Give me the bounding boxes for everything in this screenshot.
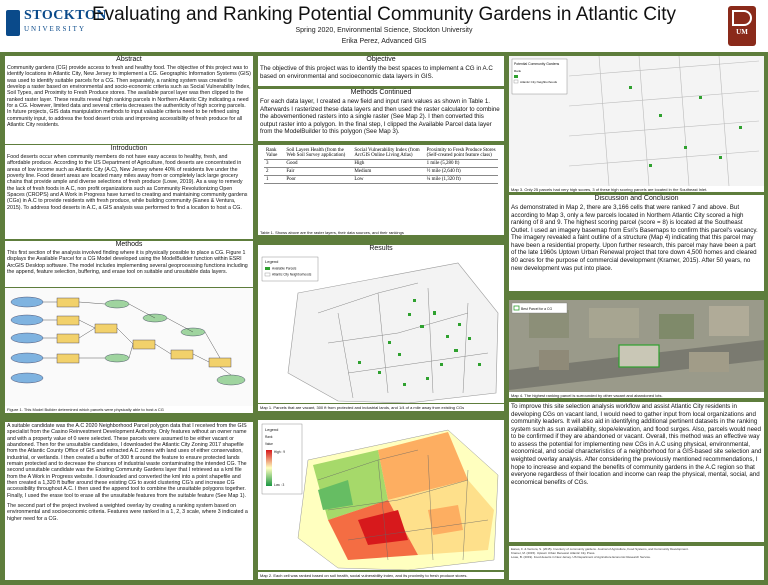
methods-panel-2: [5, 422, 253, 580]
methods-text-2: A suitable candidate was the A.C 2020 Neighborhood Parcel polygon data that I received from the GIS specialist from the Casino Reinvestment Development Authority. Only features without an owner name and with a property value of 0 were selected. These parcels were assumed to be either vacant or abandoned. Then for the unsuitable candidates, I downloaded the Atlantic City Zoning 2017 shapefile from the Atlantic County Office of GIS and extracted A.C zones with land uses of either conservation, industrial, or wetlands. I then created a buffer of 300 ft around the feature to ensure protected lands remain protected and to decrease the chances of industrial waste contaminating the intended CG. The second unsuitable candidate was the Existing Community Gardens layer that I retrieved as a kml file from the A Work in Progress website. I downloaded and converted the kml into a point shapefile and then created a 1,320 ft buffer around these existing CG to avoid clustering CG's and increase CG accessibility throughout A.C. I then used the append tool to combine the unsuitable polygons together. Finally, I used the erase tool to erase all the unsuitable features from the suitable feature (See Map 1).: [7, 423, 247, 499]
reference-item: Lowe, B. (2019). Food deserts in New Jersey. US Department of Agriculture Economic Research Service.: [511, 554, 651, 559]
conclusion-text: To improve this site selection analysis workflow and assist Atlantic City residents in developing CGs on vacant land, I would need to gather input from local organizations and community leaders. It will also aid in identifying additional pertinent datasets in the ranking system such as sun availability, slope/elevation, and flood surges. Also, parcels would need to be confirmed if they are abandoned or vacant. Overall, this method was an effective way to assess the potential for implementing new CGs in A.C using physical, environmental, economical, and social characteristics of a neighborhood for a GIS-based site selection and weighted overlay analysis. After considering the previously mentioned recommendations, I hope to increase and expand the benefits of community gardens in the A.C region so that everyone regardless of their location and income can reap the physical, mental, social, and economical benefits of CGs.: [511, 403, 762, 486]
table-header-cell: Social Vulnerability Index (from ArcGIS Online Living Atlas): [352, 147, 424, 160]
map-4-caption: Map 4. The highest ranking parcel is surrounded by other vacant and abandoned lots.: [509, 392, 764, 398]
methods-text: This first section of the analysis involved finding where it is physically possible to place a CG. Figure 1 displays the Available Parcel for a CG Model developed using the ModelBuilder function within ESRI ArcGIS Desktop software. The model includes implementing several geoprocessing functions including the append, feature selection, buffering, and erase tool on suitable and unsuitable data layers.: [7, 250, 248, 276]
introduction-text: Food deserts occur when community members do not have easy access to healthy, fresh, and affordable produce. According to the US Department of Agriculture, food deserts are concentrated in areas of low income such as Atlantic City (A.C), New Jersey where 40% of residents live under the poverty line. Food desert areas are located many miles away from or completely lack large grocery chains that provide ample and diverse selections of fresh produce (Lowe, 2019). As a way to remedy the lack of fresh foods in A.C, non profit organizations such as Community Revolutionizing Open Spaces (CROPS) and A Work in Progress have turned to creating and maintaining community gardens (CGs) in A.C to provide residents with fresh produce, while building community (Eanes & Ventura, 2015). To address food deserts in A.C, a GIS analysis was performed to find a location to host a CG.: [7, 154, 248, 211]
introduction-panel: [5, 153, 253, 239]
map-2-panel: [258, 420, 504, 570]
map-1-legend-title: Legend: [265, 259, 279, 264]
abstract-text: Community gardens (CG) provide access to fresh and healthy food. The objective of this project was to identify locations in Atlantic City, New Jersey to implement a CG. Geographic Information Systems (GIS) was used to identify suitable parcels for a CG. Then separately, a ranking system was created to develop a raster based on environmental and socio-economic criteria such as Social Vulnerability Index, Soil Types, and Proximity to Fresh Produce stores. The available parcel layer was then clipped to the ranked raster layer. These results reveal high ranking parcels in Northern Atlantic City indicating a need for a CG. However, limited data and several criteria decreases the authenticity of high scoring parcels. In future projects, GIS data manipulation methods to input valuable criteria need to be refined using community input, to address the food desert crisis and improving accessibility of fresh produce for all Atlantic City residents.: [7, 65, 251, 129]
objective-panel: [258, 64, 504, 86]
table-cell: Low: [352, 176, 424, 184]
um-logo: [728, 6, 756, 46]
reference-item: Eanes, F. & Ventura, S. (2015). Inventory of community gardens. Journal of Agriculture, Food Systems, and Community Development.: [511, 547, 689, 551]
methods-continued-heading: Methods Continued: [258, 89, 504, 97]
discussion-text: As demonstrated in Map 2, there are 3,166 cells that were ranked 7 and above. But according to Map 3, only a few parcels located in Northern Atlantic City scored a high ranking of 8 and 9. The highest scoring parcel (score = 8) is located at the Southeast Outlet. I used an imagery basemap from Esri's Basemaps to confirm this parcel's vacancy. The imagery revealed a faint outline of a structure (Map 4) indicating that this parcel may have been a residential property. Upon further research, this parcel may have been a part of the late 1960s Uptown Urban Renewal project that tore down 4,500 homes and cleared 80 acres for the purpose of commercial development (Kramer, 2015). After 50 years, no new development was put into place.: [511, 204, 758, 272]
poster-subtitle: Spring 2020, Environmental Science, Stockton University: [295, 27, 473, 34]
methods-panel: [5, 249, 253, 287]
map-2-legend-title: Legend: [265, 427, 279, 432]
methods-text-3: The second part of the project involved a weighted overlay by creating a ranking system based on environmental and socioeconomic criteria. Features were ranked in a 1, 2, 3 scale, where 3 indicated a higher need for a CG.: [7, 503, 248, 522]
table-cell: Medium: [352, 168, 424, 176]
poster-title: Evaluating and Ranking Potential Community Gardens in Atlantic City: [91, 4, 677, 25]
table-cell: 2: [264, 168, 284, 176]
map-4: [509, 300, 764, 392]
map-4-panel: [509, 300, 764, 392]
stockton-logo: [6, 8, 107, 38]
table-cell: ½ mile (2,640 ft): [425, 168, 498, 176]
table-cell: 1 mile (5,280 ft): [425, 160, 498, 168]
map-3-caption: Map 3. Only 25 parcels had very high scores, 3 of these high scoring parcels are located in the Southeast Inlet.: [509, 186, 764, 192]
um-logo-text: UM: [736, 28, 748, 36]
map-2: [258, 420, 504, 570]
model-builder-diagram: [5, 288, 253, 400]
table-row: [264, 168, 498, 176]
figure-1-caption: Figure 1. This Model Builder determined which parcels were physically able to host a CG: [5, 406, 253, 413]
table-header-cell: Proximity to Fresh Produce Stores (Self-created point feature class): [425, 147, 498, 160]
table-1-caption: Table 1. Shows above are the raster layers, their data sources, and their rankings: [258, 229, 504, 235]
introduction-heading: Introduction: [5, 145, 253, 153]
table-row: [264, 160, 498, 168]
table-header-cell: Soil Layers Health (from the Web Soil Survey application): [284, 147, 352, 160]
map-3-title: Potential Community Gardens: [514, 62, 560, 66]
reference-item: Kramer, M. (2015). Uptown Urban Renewal. Atlantic City Press.: [511, 550, 596, 555]
table-cell: Good: [284, 160, 352, 168]
map-1-panel: [258, 253, 504, 403]
discussion-panel: [509, 203, 764, 291]
results-heading: Results: [258, 245, 504, 253]
map-3-legend-item: Atlantic City Neighborhoods: [520, 80, 558, 84]
methods-continued-panel: [258, 97, 504, 141]
references-panel: [509, 546, 764, 580]
table-cell: 1: [264, 176, 284, 184]
stockton-university: UNIVERSITY: [24, 25, 86, 33]
table-cell: High: [352, 160, 424, 168]
methods-continued-text: For each data layer, I created a new field and input rank values as shown in Table 1. Afterwards I rasterized these data layers and then used the raster calculator to combine the abovementioned rasters into a single raster (See Map 2). I then converted this output raster into a polygon. In the final step, I clipped the Available Parcel data layer from the ModelBuilder to this polygon (See Map 3).: [260, 98, 500, 136]
table-header-cell: Rank Value: [264, 147, 284, 160]
figure-1-model: [5, 288, 253, 406]
objective-heading: Objective: [258, 56, 504, 64]
map-3: [509, 56, 764, 186]
methods-heading: Methods: [5, 241, 253, 249]
table-1-panel: [258, 145, 504, 229]
map-2-legend-low: Low : 3: [274, 483, 285, 487]
map-2-caption: Map 2. Each cell was ranked based on soil health, social vulnerability index, and its proximity to fresh produce stores.: [258, 572, 504, 579]
abstract-heading: Abstract: [5, 56, 253, 64]
map-2-legend-value: Value: [265, 442, 273, 446]
map-3-panel: [509, 56, 764, 186]
map-1-caption: Map 1. Parcels that are vacant, 300 ft from protected and industrial lands, and 1/4 of a mile away from existing CGs: [258, 404, 504, 411]
map-1-legend-item: Available Parcels: [272, 266, 297, 271]
map-4-legend: Best Parcel for a CG: [521, 307, 553, 311]
map-3-legend-item: Rank: [514, 69, 522, 73]
map-2-legend-sub: Rank: [265, 435, 273, 439]
logo-emblem-icon: [732, 10, 752, 26]
table-cell: Fair: [284, 168, 352, 176]
table-cell: ¼ mile (1,320 ft): [425, 176, 498, 184]
table-cell: 3: [264, 160, 284, 168]
map-1: [258, 253, 504, 403]
table-header-row: [264, 147, 498, 160]
stockton-name: STOCKTON: [24, 8, 107, 23]
conclusion-panel: [509, 402, 764, 542]
poster-authors: Erika Perez, Advanced GIS: [341, 38, 427, 45]
objective-text: The objective of this project was to identify the best spaces to implement a CG in A.C based on environmental and socioeconomic data layers in GIS.: [260, 65, 493, 80]
map-1-legend-item: Atlantic City Neighborhoods: [272, 272, 312, 277]
abstract-panel: [5, 64, 253, 144]
stockton-mark-icon: [6, 10, 20, 36]
header: [0, 0, 768, 52]
table-row: [264, 176, 498, 184]
map-2-legend-high: High : 9: [274, 450, 285, 454]
table-1: [264, 147, 498, 184]
table-cell: Poor: [284, 176, 352, 184]
discussion-heading: Discussion and Conclusion: [509, 195, 764, 203]
